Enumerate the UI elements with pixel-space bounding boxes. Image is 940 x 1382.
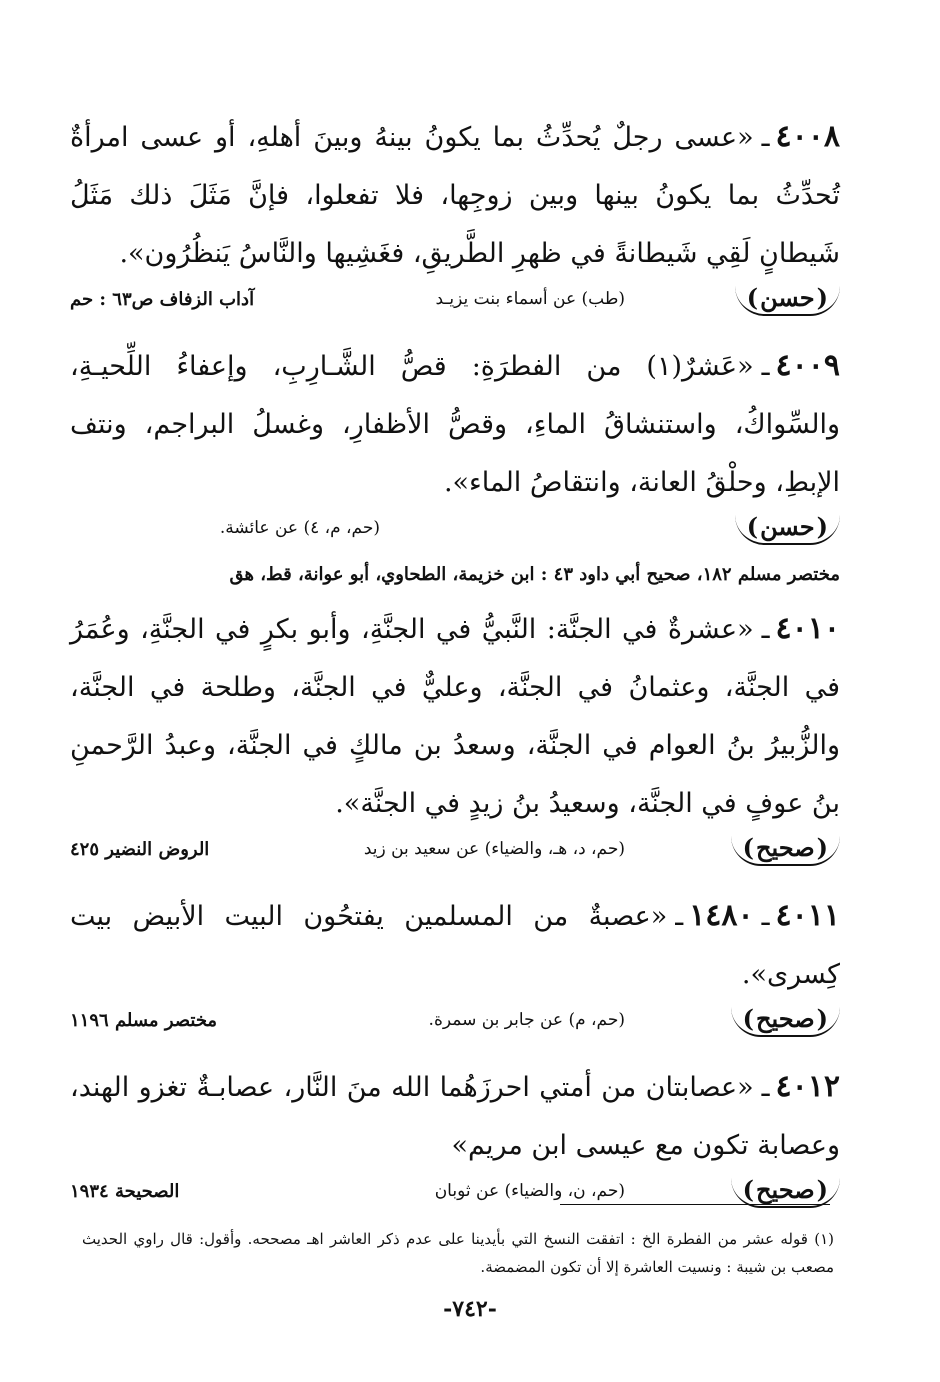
hadith-source: (حم، م، ٤) عن عائشة. xyxy=(219,518,380,538)
hadith-text: «عسى رجلٌ يُحدِّثُ بما يكونُ بينهُ وبينَ أهلهِ، أو عسى امرأةٌ تُحدِّثُ بما يكونُ بينها وبين زوجِها، فلا تفعلوا، فإنَّ مَثَلَ ذلك مَثَلُ شَيطانٍ لَقِي شَيطانةً في ظهرِ الطَّريقِ، فغَشِيها والنَّاسُ يَنظُرُون». xyxy=(70,122,840,269)
hadith-secondary-number: ١٤٨٠ xyxy=(689,898,754,933)
hadith-source: (حم، ن، والضياء) عن ثوبان xyxy=(434,1181,625,1201)
hadith-grade: ( صحيح ) xyxy=(731,1004,840,1037)
hadith-meta xyxy=(70,512,840,558)
hadith-entry xyxy=(70,1058,840,1221)
hadith-number: ٤٠٠٨ xyxy=(775,119,840,154)
hadith-number: ٤٠١١ xyxy=(775,898,840,933)
hadith-meta xyxy=(70,1004,840,1050)
hadith-meta xyxy=(70,833,840,879)
hadith-entry xyxy=(70,600,840,879)
hadith-text-block: ٤٠١٢ـ«عصابتان من أمتي احرزَهُما الله منَ النَّار، عصابـةٌ تغزو الهند، وعصابة تكون مع عيسى ابن مريم» xyxy=(70,1069,840,1161)
page-number: -٧٤٢- xyxy=(443,1296,497,1322)
hadith-source: (حم، م) عن جابر بن سمرة. xyxy=(428,1010,625,1030)
hadith-grade: ( صحيح ) xyxy=(731,833,840,866)
hadith-reference: آداب الزفاف ص٦٣ : حم xyxy=(70,289,255,310)
hadith-number: ٤٠١٢ xyxy=(775,1069,840,1104)
hadith-reference: مختصر مسلم ١١٩٦ xyxy=(70,1010,218,1031)
hadith-extra-reference: مختصر مسلم ١٨٢، صحيح أبي داود ٤٣ : ابن خزيمة، الطحاوي، أبو عوانة، قط، هق xyxy=(229,564,840,585)
hadith-text: «عشرةٌ في الجنَّة: النَّبيُّ في الجنَّةِ، وأبو بكرٍ في الجنَّةِ، وعُمَرُ في الجنَّة، وعثمانُ في الجنَّة، وعليٌّ في الجنَّة، وطلحة في الجنَّة، والزُّبيرُ بنُ العوام في الجنَّة، وسعدُ بن مالكٍ في الجنَّة، وعبدُ الرَّحمنِ بنُ عوفٍ في الجنَّة، وسعيدُ بنُ زيدٍ في الجنَّة». xyxy=(70,614,840,819)
hadith-reference: الصحيحة ١٩٣٤ xyxy=(70,1181,180,1202)
hadith-meta xyxy=(70,283,840,329)
hadith-text: «عصابتان من أمتي احرزَهُما الله منَ النَّار، عصابـةٌ تغزو الهند، وعصابة تكون مع عيسى ابن مريم» xyxy=(70,1072,840,1161)
hadith-number: ٤٠٠٩ xyxy=(775,348,840,383)
hadith-reference: الروض النضير ٤٢٥ xyxy=(70,839,210,860)
footnote-divider xyxy=(560,1204,830,1205)
hadith-text: «عَشرٌ(١) من الفطرَةِ: قصُّ الشَّـارِبِ، وإعفاءُ اللِّحيـةِ، والسِّواكُ، واستنشاقُ الماءِ، وقصُّ الأظفارِ، وغسلُ البراجم، ونتف الإبطِ، وحلْقُ العانة، وانتقاصُ الماء». xyxy=(70,351,840,498)
hadith-grade: ( حسن ) xyxy=(735,283,840,316)
hadith-grade: ( صحيح ) xyxy=(731,1175,840,1208)
hadith-text-block: ٤٠١٠ـ«عشرةٌ في الجنَّة: النَّبيُّ في الجنَّةِ، وأبو بكرٍ في الجنَّةِ، وعُمَرُ في الجنَّة، وعثمانُ في الجنَّة، وعليٌّ في الجنَّة، وطلحة في الجنَّة، والزُّبيرُ بنُ العوام في الجنَّة، وسعدُ بن مالكٍ في الجنَّة، وعبدُ الرَّحمنِ بنُ عوفٍ في الجنَّة، وسعيدُ بنُ زيدٍ في الجنَّة». xyxy=(70,611,840,819)
hadith-text-block: ٤٠٠٩ـ«عَشرٌ(١) من الفطرَةِ: قصُّ الشَّـارِبِ، وإعفاءُ اللِّحيـةِ، والسِّواكُ، واستنشاقُ الماءِ، وقصُّ الأظفارِ، وغسلُ البراجم، ونتف الإبطِ، وحلْقُ العانة، وانتقاصُ الماء». xyxy=(70,348,840,498)
hadith-number: ٤٠١٠ xyxy=(775,611,840,646)
hadith-source: (حم، د، هـ، والضياء) عن سعيد بن زيد xyxy=(363,839,625,859)
hadith-entry xyxy=(70,887,840,1050)
hadith-entry xyxy=(70,108,840,329)
hadith-text-block: ٤٠١١ـ١٤٨٠ـ«عصبةٌ من المسلمين يفتحُون البيت الأبيض بيت كِسرى». xyxy=(70,898,840,990)
footnote: (١) قوله عشر من الفطرة الخ : اتفقت النسخ التي بأيدينا على عدم ذكر العاشر اهـ مصححه. وأقول: قال راوي الحديث مصعب بن شيبة : ونسيت العاشرة إلا أن تكون المضمضة. xyxy=(82,1230,834,1276)
page-body xyxy=(70,108,840,1229)
hadith-meta xyxy=(70,1175,840,1221)
hadith-grade: ( حسن ) xyxy=(735,512,840,545)
hadith-text-block: ٤٠٠٨ـ«عسى رجلٌ يُحدِّثُ بما يكونُ بينهُ وبينَ أهلهِ، أو عسى امرأةٌ تُحدِّثُ بما يكونُ بينها وبين زوجِها، فلا تفعلوا، فإنَّ مَثَلَ ذلك مَثَلُ شَيطانٍ لَقِي شَيطانةً في ظهرِ الطَّريقِ، فغَشِيها والنَّاسُ يَنظُرُون». xyxy=(70,119,840,269)
hadith-source: (طب) عن أسماء بنت يزيـد xyxy=(435,289,625,309)
hadith-entry xyxy=(70,337,840,592)
hadith-text: «عصبةٌ من المسلمين يفتحُون البيت الأبيض بيت كِسرى». xyxy=(70,901,840,990)
